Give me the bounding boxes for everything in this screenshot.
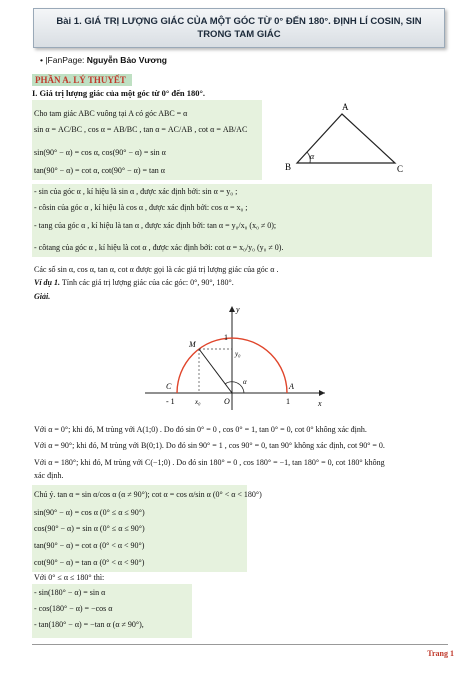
footer-divider [32,644,448,645]
case-0-degrees: Với α = 0°; khi đó, M trùng với A(1;0) . Do đó sin 0° = 0 , cos 0° = 1, tan 0° = 0, cot 0° không xác định. [34,425,367,434]
definition-tan: - tang của góc α , kí hiệu là tan α , được xác định bởi: tan α = y₀/x₀ (x₀ ≠ 0); [34,221,277,230]
definition-cot: - côtang của góc α , kí hiệu là cot α , được xác định bởi: cot α = x₀/y₀ (y₀ ≠ 0). [34,243,284,252]
note-line-1: Chú ý. tan α = sin α/cos α (α ≠ 90°); cot α = cos α/sin α (0° < α < 180°) [34,490,262,499]
note-line-3: cos(90° − α) = sin α (0° ≤ α ≤ 90°) [34,524,145,533]
point-m-label: M [189,340,196,349]
title-line-1: Bài 1. GIÁ TRỊ LƯỢNG GIÁC CỦA MỘT GÓC TỪ 0° ĐẾN 180°. ĐỊNH LÍ COSIN, SIN [56,16,422,27]
example-1 [34,277,234,288]
triangle-angle-alpha: α [310,152,315,161]
triangle-vertex-c: C [397,164,404,174]
triangle-vertex-a: A [342,102,349,112]
case-180-degrees: Với α = 180°; khi đó, M trùng với C(−1;0) . Do đó sin 180° = 0 , cos 180° = −1, tan 180° = 0, cot 180° không [34,458,385,467]
supplement-tan: - tan(180° − α) = −tan α (α ≠ 90°), [34,620,144,629]
note-line-4: tan(90° − α) = cot α (0° < α < 90°) [34,541,145,550]
solution-label: Giải. [34,292,51,301]
supplement-sin: - sin(180° − α) = sin α [34,588,106,597]
definition-sin: - sin của góc α , kí hiệu là sin α , được xác định bởi: sin α = y₀ ; [34,187,238,196]
section-1-heading: I. Giá trị lượng giác của một góc từ 0° đến 180°. [32,88,206,98]
fanpage-label: • |FanPage: [40,55,87,65]
unit-circle-figure [140,300,340,415]
y-one-label: 1 [224,333,228,342]
y0-label: y₀ [235,350,241,358]
theory-intro: Cho tam giác ABC vuông tại A có góc ABC = α [34,109,188,118]
note-line-5: cot(90° − α) = tan α (0° < α < 90°) [34,558,145,567]
x-axis-label: x [318,399,322,408]
supplement-cos: - cos(180° − α) = −cos α [34,604,113,613]
right-triangle-figure [280,100,410,180]
triangle-vertex-b: B [285,162,292,172]
radius-om [199,349,232,393]
title-line-2: TRONG TAM GIÁC [197,29,281,40]
fanpage-line [40,55,167,65]
example-text: Tính các giá trị lượng giác của các góc: 0°, 90°, 180°. [60,278,234,287]
definition-cos: - côsin của góc α , kí hiệu là cos α , được xác định bởi: cos α = x₀ ; [34,203,248,212]
theory-ratios: sin α = AC/BC , cos α = AB/BC , tan α = AC/AB , cot α = AB/AC [34,125,248,134]
point-a-label: A [289,382,294,391]
after-definitions-text: Các số sin α, cos α, tan α, cot α được gọi là các giá trị lượng giác của góc α . [34,265,279,274]
title-banner [33,8,445,48]
y-axis-label: y [236,305,240,314]
x0-label: x₀ [195,398,201,406]
example-label: Ví dụ 1. [34,278,61,287]
origin-label: O [224,397,230,406]
point-c-label: C [166,382,172,391]
theory-complement-2: tan(90° − α) = cot α, cot(90° − α) = tan α [34,166,165,175]
case-180-continued: xác định. [34,471,64,480]
note-line-2: sin(90° − α) = cos α (0° ≤ α ≤ 90°) [34,508,145,517]
fanpage-name: Nguyễn Bảo Vương [86,55,167,65]
one-label: 1 [286,397,290,406]
theory-complement-1: sin(90° − α) = cos α, cos(90° − α) = sin α [34,148,166,157]
y-axis-arrow [229,306,235,312]
case-90-degrees: Với α = 90°; khi đó, M trùng với B(0;1). Do đó sin 90° = 1 , cos 90° = 0, tan 90° không xác định, cot 90° = 0. [34,441,385,450]
supplement-intro: Với 0° ≤ α ≤ 180° thì: [34,573,105,582]
page-number: Trang 1 [427,649,454,658]
x-axis-arrow [319,390,325,396]
minus-one-label: - 1 [166,397,175,406]
alpha-label: α [243,378,247,386]
part-a-heading: PHẦN A. LÝ THUYẾT [32,74,132,86]
